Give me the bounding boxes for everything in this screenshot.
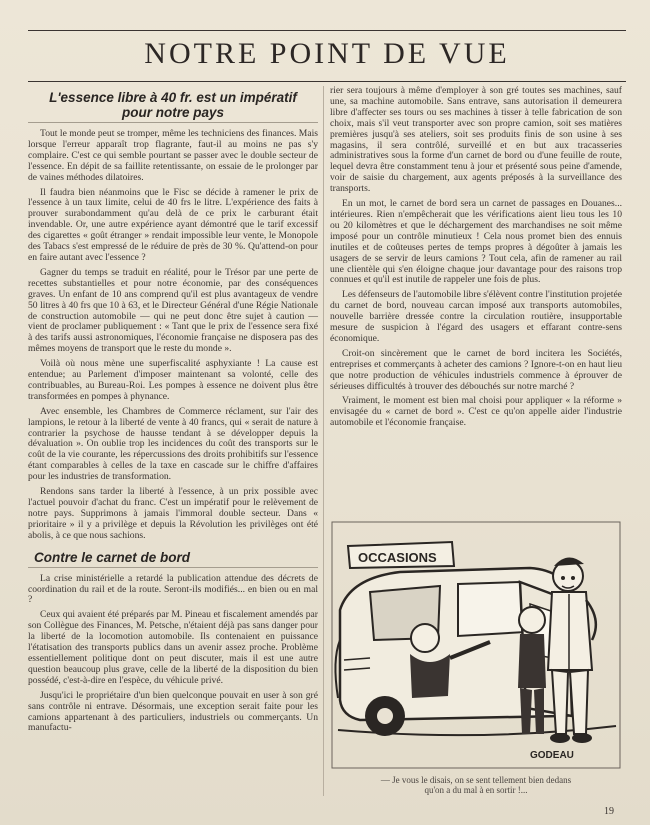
article1-paragraph: Voilà où nous mène une superfiscalité asphyxiante ! La cause est entendue; au Parlement d'imposer maintenant sa volonté, celle des contribuables, au Bureau-Roi. Les pompes à essence ne doivent plus être transformées en pompes à phynance. <box>28 358 318 402</box>
article1-paragraph: Il faudra bien néanmoins que le Fisc se décide à ramener le prix de l'essence à un taux limite, celui de 40 frs le litre. L'expérience des faits à prouver surabondamment qu'au delà de ce prix le carburant était invendable. Or, une autre expérience ayant démontré que le tarif excessif des cigarettes « goût étranger » rendait impossible leur vente, le Monopole des Tabacs s'est empressé de le réduire de près de 30 %. Qu'attend-on pour en faire autant avec l'essence ? <box>28 186 318 263</box>
article2-paragraph: Vraiment, le moment est bien mal choisi pour appliquer « la réforme » envisagée du « carnet de bord ». C'est ce qu'on appelle aider l'industrie automobile et l'économie française. <box>330 395 622 429</box>
article1-paragraph: Avec ensemble, les Chambres de Commerce réclament, sur l'air des lampions, le retour à la liberté de vente à 40 francs, qui « serait de nature à contrarier la psychose de hausse tendant à se développer depuis la dévaluation ». On oublie trop les incidences du coût des transports sur le coût de la vie courante, les répercussions des droits prohibitifs sur l'essence étant comparables à celles de la taxe en cascade sur le chiffre d'affaires pour les industries de transformation. <box>28 405 318 483</box>
article1-paragraph: Rendons sans tarder la liberté à l'essence, à un prix possible avec l'actuel pouvoir d'achat du franc. C'est un impératif pour le relèvement de notre pays. Supprimons à jamais l'immoral double secteur. Dans « prioritaire » il y a privilège et depuis la Révolution les privilèges ont été abolis, à ce que nous sachions. <box>28 486 318 541</box>
article2-paragraph: Croit-on sincèrement que le carnet de bord incitera les Sociétés, entreprises et commerçants à acheter des camions ? Ignore-t-on en haut lieu que notre production de véhicules industriels commence à éprouver de sérieuses difficultés à trouver des débouchés sur notre marché ? <box>330 347 622 392</box>
page-header <box>28 30 626 82</box>
article2-heading: Contre le carnet de bord <box>28 550 318 568</box>
artist-signature: GODEAU <box>530 750 574 761</box>
article1-heading <box>28 90 318 123</box>
article2-paragraph: Ceux qui avaient été préparés par M. Pineau et fiscalement amendés par son Collègue des Finances, M. Petsche, n'étaient déjà pas sans danger pour la liberté de la locomotion automobile. Ils contenaient en puissance l'étatisation des transports publics dans un avenir assez proche. Problème essentiellement politique dont on peut discuter, mais il est une autre question beaucoup plus grave, celle de la liberté de la disposition du bien possédé, c'est-à-dire en l'espèce, du véhicule privé. <box>28 609 318 686</box>
left-column <box>28 90 318 738</box>
occasions-sign <box>348 542 454 568</box>
caption-line2: qu'on a du mal à en sortir !... <box>424 785 528 795</box>
page-title: NOTRE POINT DE VUE <box>144 37 510 70</box>
salesman-figure <box>548 557 596 743</box>
illustration-caption <box>330 775 622 795</box>
article1-title-line1: L'essence libre à 40 fr. est un impératif <box>49 90 297 105</box>
article1-title-line2: pour notre pays <box>121 105 224 120</box>
sign-text: OCCASIONS <box>358 550 437 565</box>
article1-paragraph: Tout le monde peut se tromper, même les techniciens des finances. Mais lorsque l'erreur apparaît trop flagrante, faut-il au moins ne pas s'y complaire. C'est ce qui semble pourtant se passer avec le double secteur de l'essence. En dépit de sa faillite retentissante, on essaie de le prolonger par de vaines méthodes dilatoires. <box>28 128 318 183</box>
article2-paragraph: La crise ministérielle a retardé la publication attendue des décrets de coordination du rail et de la route. Seront-ils modifiés... en bien ou en mal ? <box>28 572 318 606</box>
page-number: 19 <box>604 806 614 817</box>
article1-paragraph: Gagner du temps se traduit en réalité, pour le Trésor par une perte de recettes substantielles et pour notre économie, par des conséquences graves. Un enfant de 10 ans comprend qu'il est plus avantageux de vendre 50 litres à 40 frs que 10 à 63, et le Directeur Général d'une Régie Nationale de construction automobile — qui ne peut donc être sujet à caution — vient de proclamer publiquement : « Tant que le prix de l'essence sera fixé à des tarifs aussi astronomiques, l'économie française ne disposera pas des mêmes moyens de transport que le reste du monde ». <box>28 266 318 355</box>
cartoon-drawing <box>330 520 622 770</box>
caption-line1: — Je vous le disais, on se sent tellement bien dedans <box>380 775 572 785</box>
column-divider <box>323 86 324 796</box>
cartoon-illustration <box>330 520 622 770</box>
right-column <box>330 86 622 433</box>
article2-paragraph: Les défenseurs de l'automobile libre s'élèvent contre l'institution projetée du carnet de bord, nouveau carcan imposé aux transports automobiles, nouvelle barrière dressée contre la circulation routière, insupportable mesure de suspicion à l'égard des usagers et effarant contre-sens économique. <box>330 289 622 344</box>
article2-paragraph: Jusqu'ici le propriétaire d'un bien quelconque pouvait en user à son gré sans contrôle ni entrave. Désormais, une exception serait faite pour les camions appartenant à des particuliers, industriels ou commerçants. Un manufactu- <box>28 689 318 734</box>
article2-paragraph: rier sera toujours à même d'employer à son gré toutes ses machines, sauf une, sa machine automobile. Sans entrave, sans autorisation il demeurera libre d'affecter ses tours ou ses machines à tisser à telle fabrication de son choix, mais s'il veut transporter avec son propre camion, soit ses matières premières jusqu'à ses ateliers, soit ses produits finis de son usine à ses magasins, il sera contrôlé, surveillé et en but aux tracasseries administratives sous la forme d'un carnet de bord ou d'une feuille de route, lequel devra être constamment tenu à jour et présenté sous peine d'amende, voir de saisie du chargement, aux agents préposés à la surveillance des transports. <box>330 85 622 195</box>
article2-paragraph: En un mot, le carnet de bord sera un carnet de passages en Douanes... intérieures. Rien n'empêcherait que les vérifications aient lieu tous les 10 ou 20 kilomètres et que le déchargement des marchandises ne soit même imposé pour un contrôle minutieux ! Cela nous promet bien des ennuis inutiles et de coûteuses pertes de temps propres à dégoûter à jamais les usagers de se servir de leurs camions ? Tout cela, afin de ramener au rail une clientèle qui s'en éloigne chaque jour davantage pour des raisons trop connues et qu'il est inutile de rappeler une fois de plus. <box>330 198 622 286</box>
